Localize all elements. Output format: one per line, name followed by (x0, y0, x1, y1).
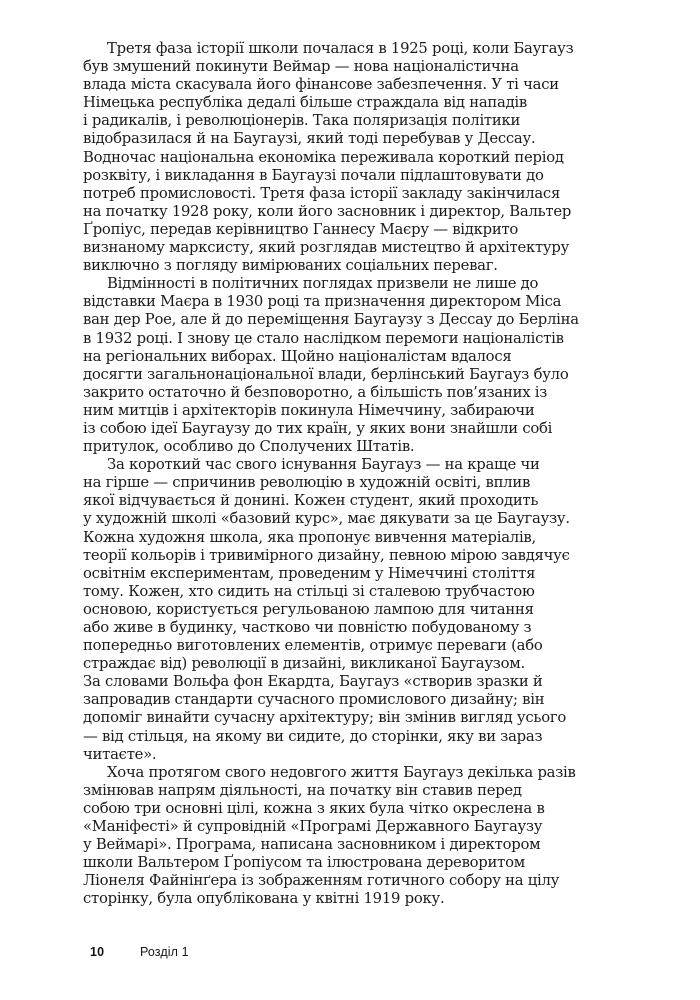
text-line: — від стільця, на якому ви сидите, до сторінки, яку ви зараз (83, 727, 543, 745)
text-line: або живе в будинку, частково чи повністю побудованому з (83, 619, 532, 636)
text-line: влада міста скасувала його фінансове забезпечення. У ті часи (83, 76, 559, 94)
text-line: Відмінності в політичних поглядах призвели не лише до (107, 275, 539, 293)
text-line: Ґропіус, передав керівництво Ганнесу Маєру — відкрито (83, 220, 519, 238)
text-line: Ліонеля Файнінґера із зображенням готичного собору на цілу (83, 872, 560, 890)
text-line: на регіональних виборах. Щойно націоналістам вдалося (83, 347, 512, 365)
text-line: на початку 1928 року, коли його засновник і директор, Вальтер (83, 202, 572, 220)
text-line: змінював напрям діяльності, на початку він ставив перед (83, 781, 522, 799)
text-line: читаєте». (83, 745, 157, 763)
text-line: Кожна художня школа, яка пропонує вивчення матеріалів, (83, 528, 536, 546)
paragraph (83, 764, 643, 909)
page-number: 10 (90, 945, 105, 959)
text-line: допоміг винайти сучасну архітектуру; він змінив вигляд усього (83, 709, 567, 727)
text-line: відобразилася й на Баугаузі, який тоді перебував у Дессау. (83, 130, 536, 148)
text-line: і радикалів, і революціонерів. Така поляризація політики (83, 112, 521, 130)
chapter-label: Розділ 1 (140, 945, 189, 959)
text-line: освітнім експериментам, проведеним у Німеччині століття (83, 564, 536, 582)
text-line: Німецька республіка дедалі більше страждала від нападів (83, 94, 527, 112)
text-line: «Маніфесті» й супровідній «Програмі Державного Баугаузу (83, 818, 543, 836)
text-line: школи Вальтером Ґропіусом та ілюстрована дереворитом (83, 854, 525, 872)
text-line: Водночас національна економіка переживала короткий період (83, 148, 564, 166)
paragraph (83, 40, 643, 275)
text-line: закрито остаточно й безповоротно, а більшість пов’язаних із (83, 383, 548, 401)
text-line: у Веймарі». Програма, написана засновником і директором (83, 836, 541, 854)
paragraph (83, 275, 643, 456)
text-line: собою три основні цілі, кожна з яких була чітко окреслена в (83, 799, 545, 817)
text-line: в 1932 році. І знову це стало наслідком перемоги націоналістів (83, 329, 564, 347)
text-line: на гірше — спричинив революцію в художній освіті, вплив (83, 474, 531, 492)
text-line: запровадив стандарти сучасного промислового дизайну; він (83, 691, 545, 709)
text-line: був змушений покинути Веймар — нова націоналістична (83, 58, 519, 76)
text-line: сторінку, була опублікована у квітні 1919 року. (83, 890, 445, 908)
text-line: ван дер Рое, але й до переміщення Баугаузу з Дессау до Берліна (83, 311, 579, 329)
text-line: притулок, особливо до Сполучених Штатів. (83, 438, 415, 456)
text-line: потреб промисловості. Третя фаза історії закладу закінчилася (83, 184, 561, 202)
paragraph (83, 456, 643, 764)
page-footer (90, 945, 189, 960)
text-line: відставки Маєра в 1930 році та призначення директором Міса (83, 293, 562, 311)
text-line: основою, користується регульованою лампою для читання (83, 600, 534, 618)
text-line: попередньо виготовлених елементів, отримує переваги (або (83, 637, 543, 655)
text-line: За словами Вольфа фон Екардта, Баугауз «створив зразки й (83, 673, 543, 691)
text-line: виключно з погляду вимірюваних соціальних переваг. (83, 257, 498, 275)
text-line: За короткий час свого існування Баугауз — на краще чи (107, 456, 540, 474)
text-line: ним митців і архітекторів покинула Німеччину, забираючи (83, 401, 535, 419)
text-line: страждає від) революції в дизайні, викликаної Баугаузом. (83, 655, 526, 673)
text-line: тому. Кожен, хто сидить на стільці зі сталевою трубчастою (83, 582, 535, 600)
text-line: у художній школі «базовий курс», має дякувати за це Баугаузу. (83, 510, 570, 528)
body-text (83, 40, 643, 909)
text-line: якої відчувається й донині. Кожен студент, який проходить (83, 492, 539, 510)
text-line: із собою ідеї Баугаузу до тих країн, у яких вони знайшли собі (83, 419, 553, 437)
text-line: досягти загальнонаціональної влади, берлінський Баугауз було (83, 365, 569, 383)
text-line: Хоча протягом свого недовгого життя Баугауз декілька разів (107, 763, 576, 781)
text-line: розквіту, і викладання в Баугаузі почали підлаштовувати до (83, 166, 544, 184)
text-line: теорії кольорів і тривимірного дизайну, певною мірою завдячує (83, 546, 570, 564)
text-line: Третя фаза історії школи почалася в 1925 році, коли Баугауз (107, 40, 574, 57)
text-line: визнаному марксисту, який розглядав мистецтво й архітектуру (83, 239, 570, 257)
